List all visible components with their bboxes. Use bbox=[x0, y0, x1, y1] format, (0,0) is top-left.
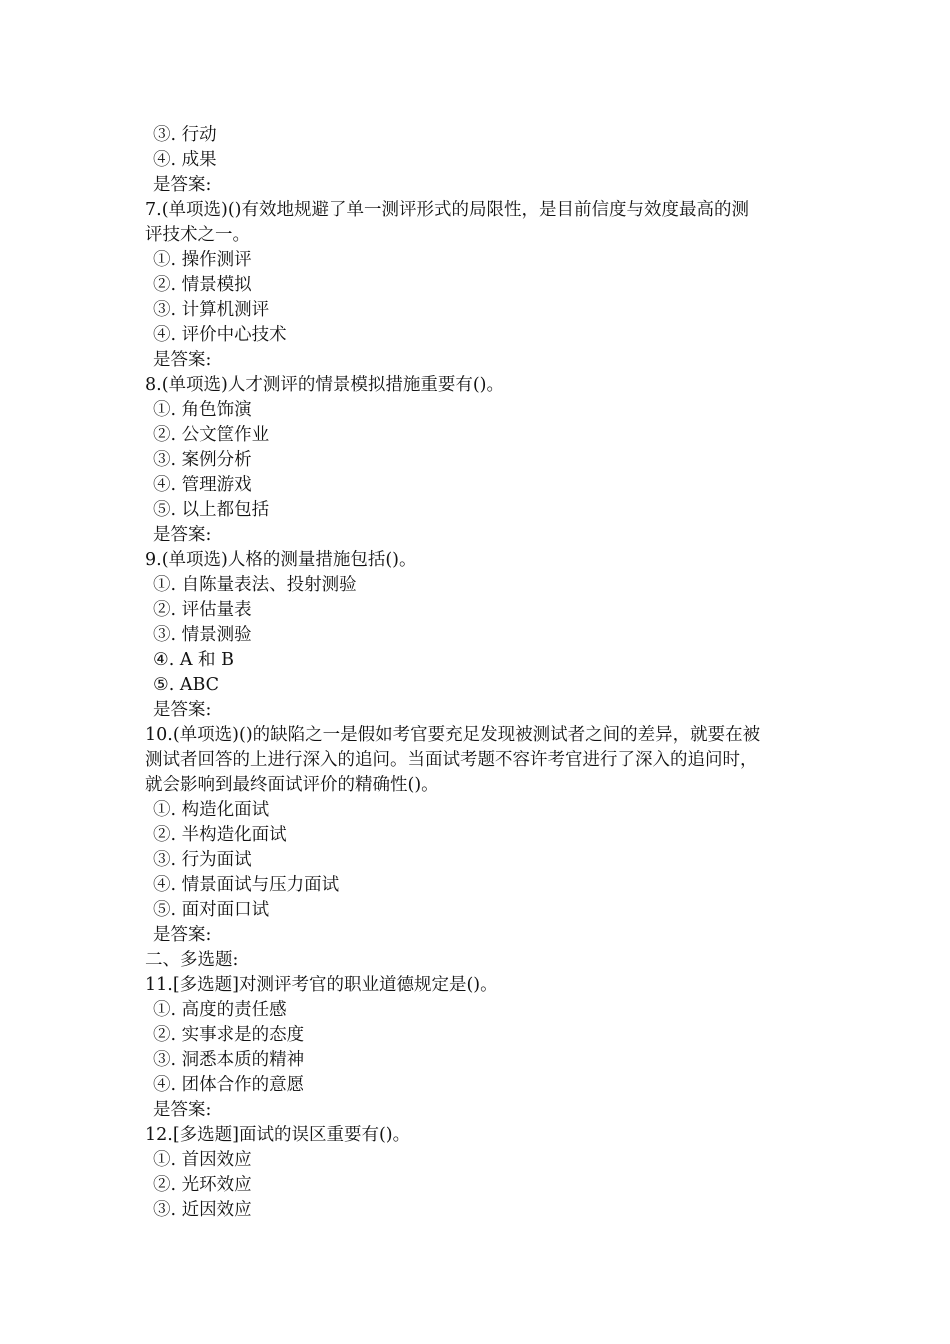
option-line: ③. 计算机测评 bbox=[153, 300, 270, 320]
option-line: ①. 构造化面试 bbox=[153, 800, 270, 820]
option-line: ④. 管理游戏 bbox=[153, 475, 252, 495]
option-line: ③. 洞悉本质的精神 bbox=[153, 1050, 305, 1070]
answer-line: 是答案: bbox=[153, 700, 212, 720]
question-line: 评技术之一。 bbox=[145, 225, 250, 245]
option-line: ⑤. ABC bbox=[153, 675, 220, 695]
option-line: ①. 自陈量表法、投射测验 bbox=[153, 575, 357, 595]
question-line: 12.[多选题]面试的误区重要有()。 bbox=[145, 1125, 411, 1145]
answer-line: 是答案: bbox=[153, 350, 212, 370]
question-line: 10.(单项选)()的缺陷之一是假如考官要充足发现被测试者之间的差异，就要在被 bbox=[145, 725, 761, 745]
option-line: ④. 情景面试与压力面试 bbox=[153, 875, 340, 895]
option-line: ②. 公文筐作业 bbox=[153, 425, 270, 445]
option-line: ①. 首因效应 bbox=[153, 1150, 252, 1170]
option-line: ②. 半构造化面试 bbox=[153, 825, 287, 845]
document-body bbox=[145, 123, 820, 1223]
section-heading: 二、多选题: bbox=[145, 950, 239, 970]
question-line: 9.(单项选)人格的测量措施包括()。 bbox=[145, 550, 417, 570]
question-line: 7.(单项选)()有效地规避了单一测评形式的局限性，是目前信度与效度最高的测 bbox=[145, 200, 750, 220]
answer-line: 是答案: bbox=[153, 925, 212, 945]
answer-line: 是答案: bbox=[153, 525, 212, 545]
question-line: 测试者回答的上进行深入的追问。当面试考题不容许考官进行了深入的追问时， bbox=[145, 750, 758, 770]
option-line: ①. 操作测评 bbox=[153, 250, 252, 270]
option-line: ④. 团体合作的意愿 bbox=[153, 1075, 305, 1095]
option-line: ④. 成果 bbox=[153, 150, 217, 170]
option-line: ②. 光环效应 bbox=[153, 1175, 252, 1195]
option-line: ③. 案例分析 bbox=[153, 450, 252, 470]
option-line: ③. 情景测验 bbox=[153, 625, 252, 645]
option-line: ③. 行动 bbox=[153, 125, 217, 145]
answer-line: 是答案: bbox=[153, 1100, 212, 1120]
option-line: ②. 情景模拟 bbox=[153, 275, 252, 295]
option-line: ⑤. 面对面口试 bbox=[153, 900, 270, 920]
question-line: 11.[多选题]对测评考官的职业道德规定是()。 bbox=[145, 975, 498, 995]
option-line: ③. 行为面试 bbox=[153, 850, 252, 870]
option-line: ①. 高度的责任感 bbox=[153, 1000, 287, 1020]
option-line: ④. 评价中心技术 bbox=[153, 325, 287, 345]
question-line: 8.(单项选)人才测评的情景模拟措施重要有()。 bbox=[145, 375, 505, 395]
option-line: ②. 实事求是的态度 bbox=[153, 1025, 305, 1045]
answer-line: 是答案: bbox=[153, 175, 212, 195]
option-line: ②. 评估量表 bbox=[153, 600, 252, 620]
option-line: ③. 近因效应 bbox=[153, 1200, 252, 1220]
option-line: ④. A 和 B bbox=[153, 650, 234, 670]
question-line: 就会影响到最终面试评价的精确性()。 bbox=[145, 775, 439, 795]
option-line: ⑤. 以上都包括 bbox=[153, 500, 270, 520]
option-line: ①. 角色饰演 bbox=[153, 400, 252, 420]
